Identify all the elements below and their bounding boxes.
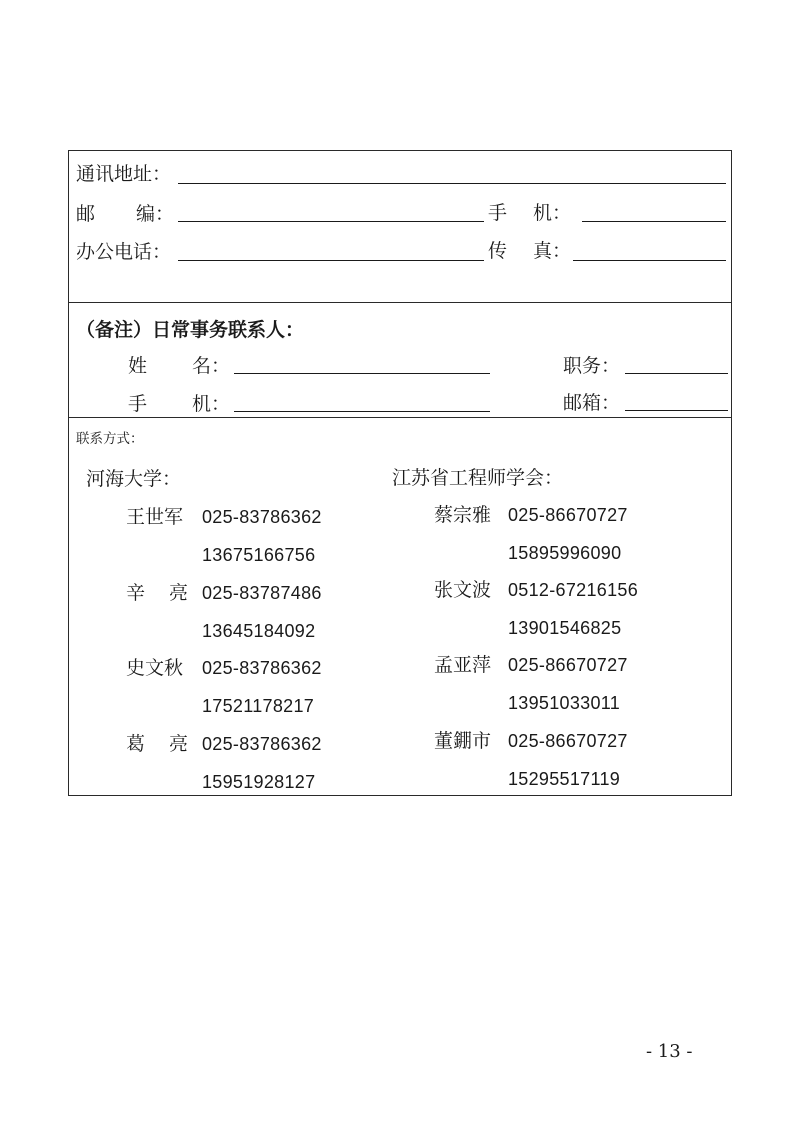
contact-mobile: 13645184092 (202, 621, 316, 641)
contact-office-phone: 025-83786362 (202, 507, 322, 527)
contact-mobile: 17521178217 (202, 696, 315, 716)
jiangsu-title: 江苏省工程师学会： (392, 467, 564, 489)
contact-name-part: 葛 (126, 733, 146, 755)
postcode-label-part2: 编： (136, 203, 175, 225)
contact-office-phone: 025-86670727 (508, 505, 628, 525)
contact-mobile: 15295517119 (508, 769, 621, 789)
postcode-label-part1: 邮 (76, 203, 96, 225)
contact-name: 史文秋 (126, 657, 184, 679)
office-phone-field-line[interactable] (178, 260, 484, 261)
hohai-title: 河海大学： (86, 468, 182, 490)
contact-mobile: 13901546825 (508, 618, 622, 638)
mobile-field-line[interactable] (582, 221, 726, 222)
contact-office-phone: 025-83786362 (202, 658, 322, 678)
contact-name: 蔡宗雅 (434, 504, 492, 526)
contact-mobile: 13951033011 (508, 693, 621, 713)
mobile-label-part2: 机： (533, 202, 572, 224)
name-label-part2: 名： (192, 355, 231, 377)
contact-name: 张文波 (434, 579, 492, 601)
page-number: - 13 - (646, 1041, 693, 1062)
address-label: 通讯地址： (76, 163, 172, 185)
mobile-label-part1: 手 (488, 202, 508, 224)
position-field-line[interactable] (625, 373, 728, 374)
contact-office-phone: 025-86670727 (508, 731, 628, 751)
contact-name (126, 584, 188, 603)
contact-mobile: 15951928127 (202, 772, 316, 792)
postcode-field-line[interactable] (178, 221, 484, 222)
contact-office-phone: 025-83786362 (202, 734, 322, 754)
name-label-part1: 姓 (128, 355, 148, 377)
contact-mobile: 15895996090 (508, 543, 622, 563)
contacts-heading: 联系方式： (76, 431, 144, 447)
email-field-line[interactable] (625, 410, 728, 411)
contact-office-phone: 0512-67216156 (508, 580, 639, 600)
contact-name (126, 735, 188, 754)
fax-label-part2: 真： (533, 240, 572, 262)
contact-name-part: 辛 (126, 582, 146, 604)
section-divider (68, 302, 732, 303)
contact-name: 董錋市 (434, 730, 492, 752)
contact-mobile-field-line[interactable] (234, 411, 490, 412)
contact-mobile-label-part2: 机： (192, 393, 231, 415)
contact-mobile: 13675166756 (202, 545, 316, 565)
name-field-line[interactable] (234, 373, 490, 374)
contact-office-phone: 025-86670727 (508, 655, 628, 675)
contact-mobile-label-part1: 手 (128, 393, 148, 415)
contact-name: 孟亚萍 (434, 654, 492, 676)
section-divider (68, 417, 732, 418)
contact-name-part: 亮 (168, 582, 188, 604)
office-phone-label: 办公电话： (76, 241, 172, 263)
contact-name: 王世军 (126, 506, 184, 528)
email-label: 邮箱： (563, 392, 621, 414)
position-label: 职务： (563, 355, 621, 377)
contact-person-heading: （备注）日常事务联系人： (76, 319, 305, 341)
fax-label-part1: 传 (488, 240, 508, 262)
contact-name-part: 亮 (168, 733, 188, 755)
contact-office-phone: 025-83787486 (202, 583, 322, 603)
fax-field-line[interactable] (573, 260, 726, 261)
address-field-line[interactable] (178, 183, 726, 184)
